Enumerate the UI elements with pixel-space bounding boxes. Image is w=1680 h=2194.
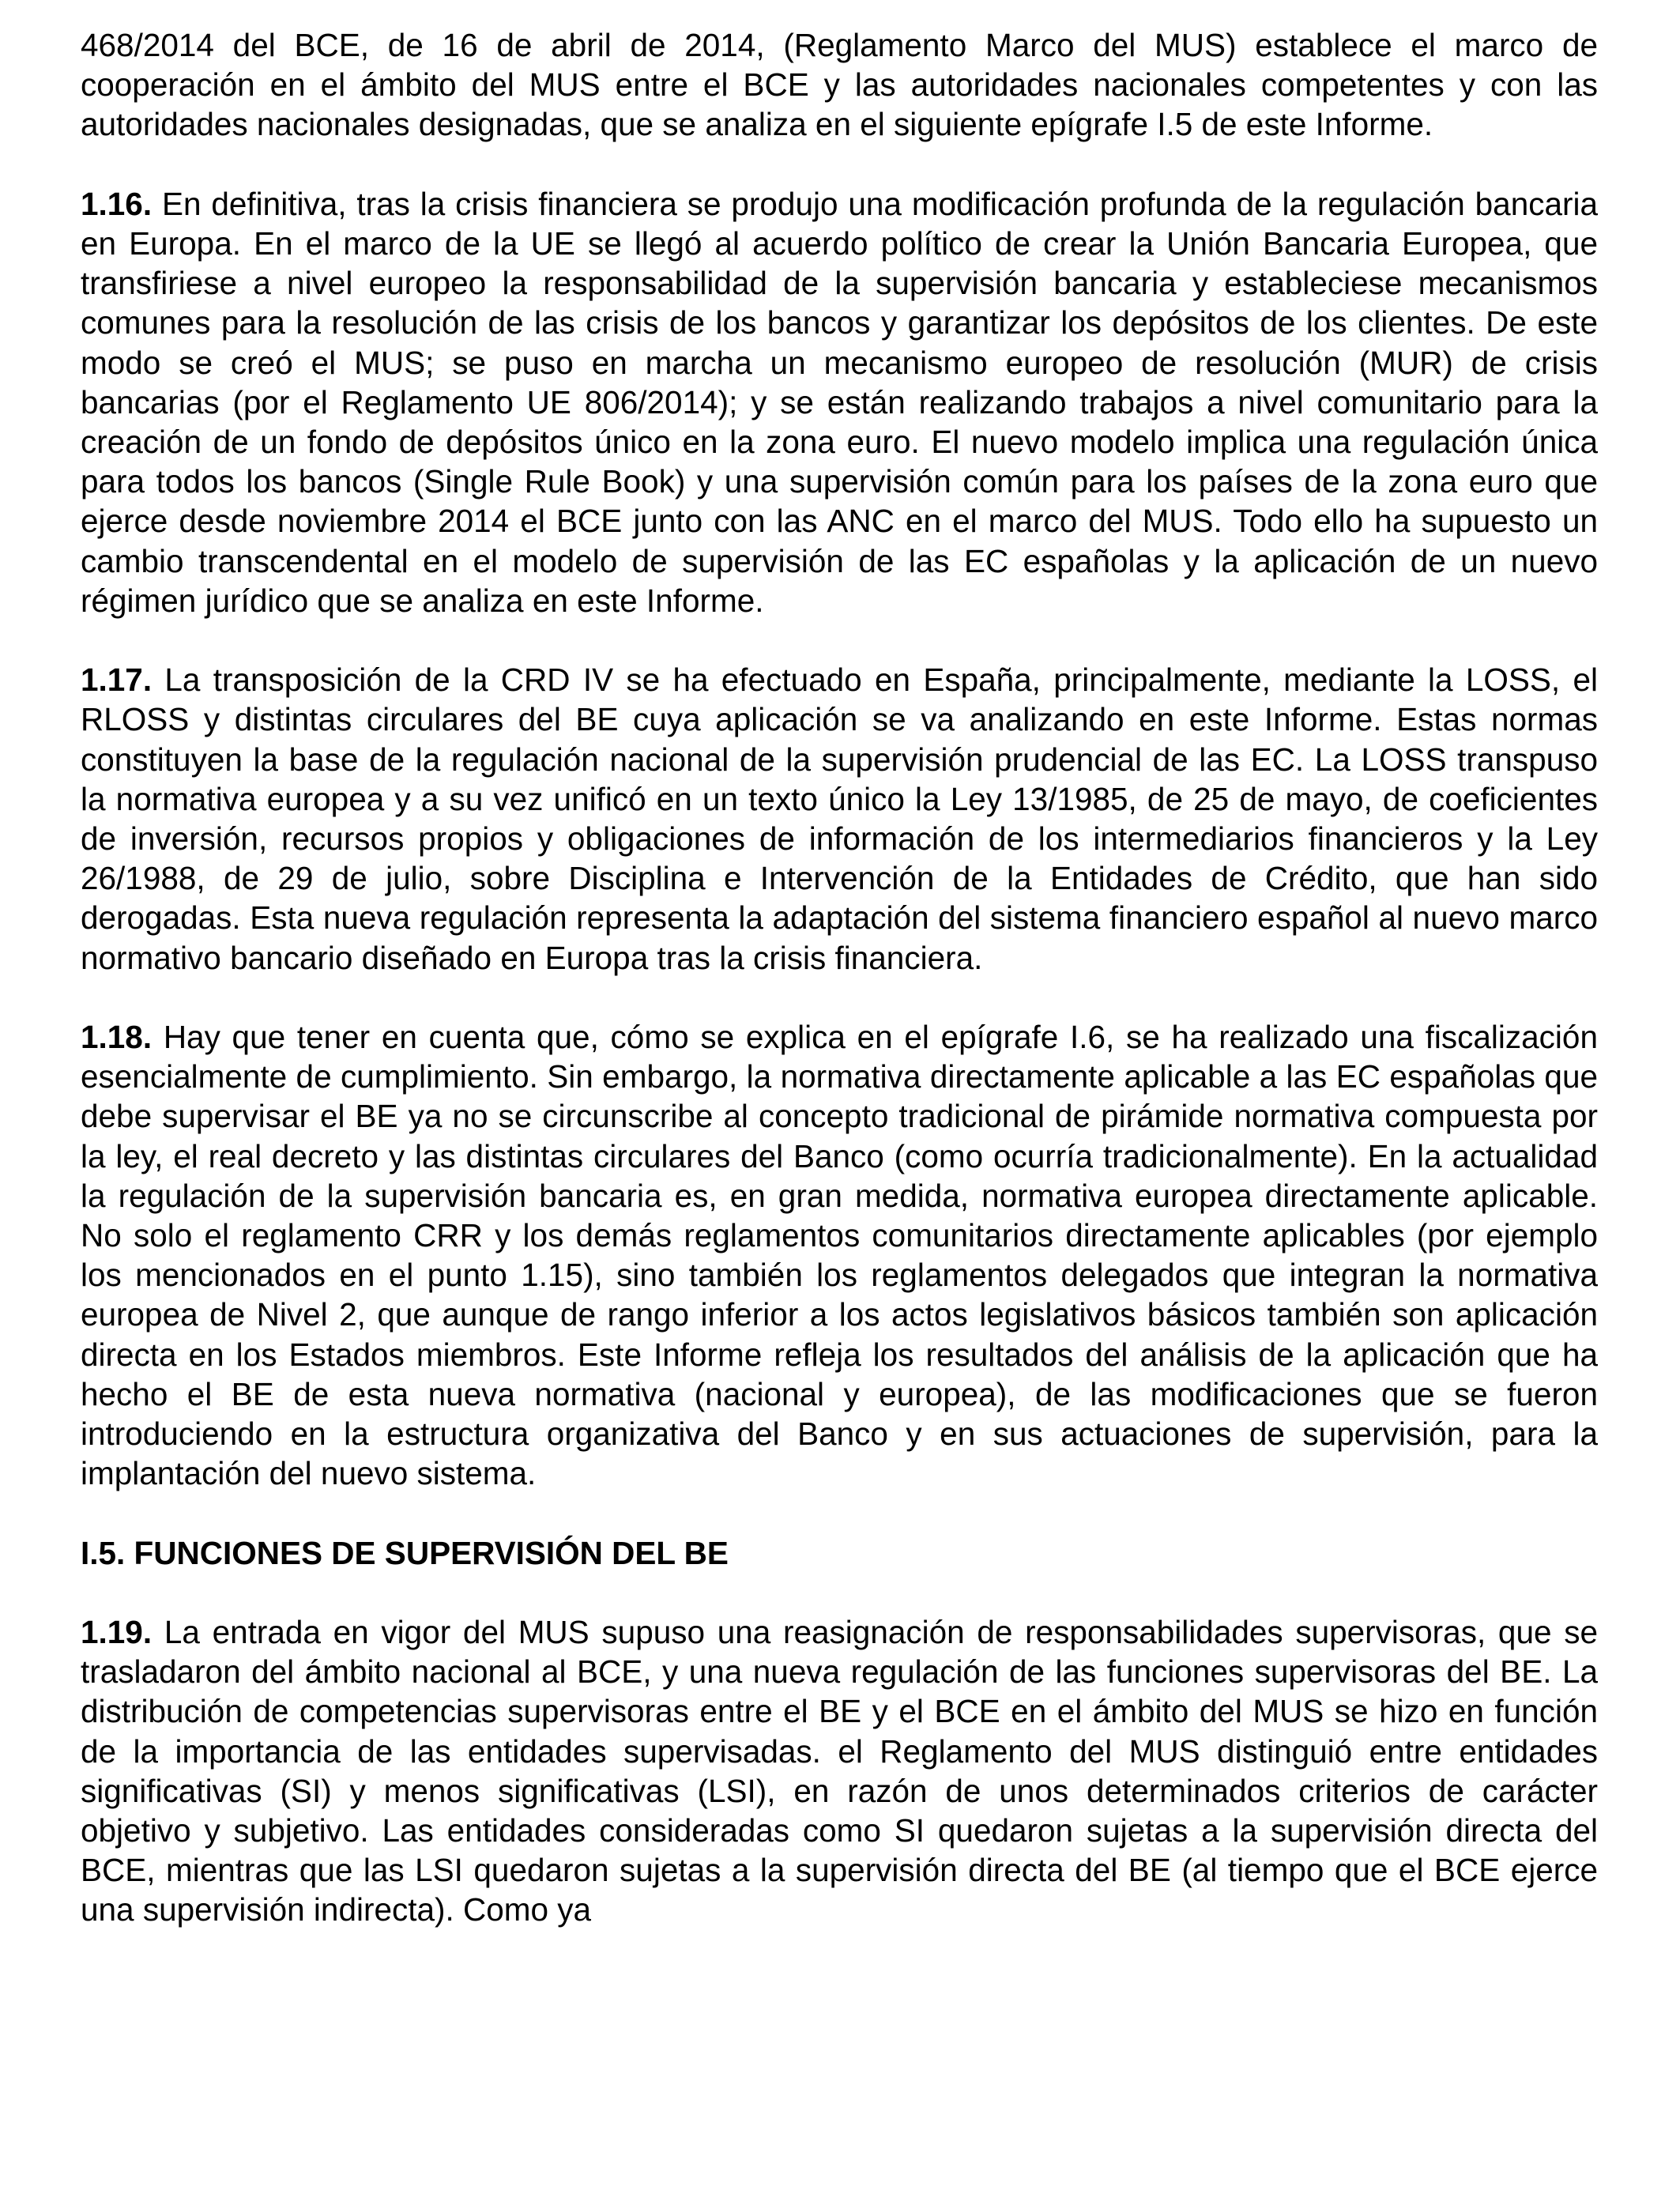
paragraph-1-19 [81,1612,1598,1930]
paragraph-number: 1.18. [81,1019,153,1056]
paragraph-intro [81,25,1598,145]
document-page [81,25,1598,1970]
paragraph-number: 1.16. [81,185,153,222]
paragraph-text: La transposición de la CRD IV se ha efectuado en España, principalmente, mediante la LOSS, el RLOSS y distintas circulares del BE cuya aplicación se va analizando en este Informe. Estas normas constituyen la base de la regulación nacional de la supervisión prudencial de las EC. La LOSS transpuso la normativa europea y a su vez unificó en un texto único la Ley 13/1985, de 25 de mayo, de coeficientes de inversión, recursos propios y obligaciones de información de los intermediarios financieros y la Ley 26/1988, de 29 de julio, sobre Disciplina e Intervención de la Entidades de Crédito, que han sido derogadas. Esta nueva regulación representa la adaptación del sistema financiero español al nuevo marco normativo bancario diseñado en Europa tras la crisis financiera. [81,662,1598,976]
paragraph-number: 1.17. [81,662,153,699]
paragraph-text: 468/2014 del BCE, de 16 de abril de 2014, (Reglamento Marco del MUS) establece el marco de cooperación en el ámbito del MUS entre el BCE y las autoridades nacionales competentes y con las autoridades nacionales designadas, que se analiza en el siguiente epígrafe I.5 de este Informe. [81,27,1598,143]
paragraph-1-18 [81,1017,1598,1493]
paragraph-text: Hay que tener en cuenta que, cómo se explica en el epígrafe I.6, se ha realizado una fiscalización esencialmente de cumplimiento. Sin embargo, la normativa directamente aplicable a las EC españolas que debe supervisar el BE ya no se circunscribe al concepto tradicional de pirámide normativa compuesta por la ley, el real decreto y las distintas circulares del Banco (como ocurría tradicionalmente). En la actualidad la regulación de la supervisión bancaria es, en gran medida, normativa europea directamente aplicable. No solo el reglamento CRR y los demás reglamentos comunitarios directamente aplicables (por ejemplo los mencionados en el punto 1.15), sino también los reglamentos delegados que integran la normativa europea de Nivel 2, que aunque de rango inferior a los actos legislativos básicos también son aplicación directa en los Estados miembros. Este Informe refleja los resultados del análisis de la aplicación que ha hecho el BE de esta nueva normativa (nacional y europea), de las modificaciones que se fueron introduciendo en la estructura organizativa del Banco y en sus actuaciones de supervisión, para la implantación del nuevo sistema. [81,1019,1598,1492]
paragraph-text: La entrada en vigor del MUS supuso una reasignación de responsabilidades supervisoras, que se trasladaron del ámbito nacional al BCE, y una nueva regulación de las funciones supervisoras del BE. La distribución de competencias supervisoras entre el BE y el BCE en el ámbito del MUS se hizo en función de la importancia de las entidades supervisadas. el Reglamento del MUS distinguió entre entidades significativas (SI) y menos significativas (LSI), en razón de unos determinados criterios de carácter objetivo y subjetivo. Las entidades consideradas como SI quedaron sujetas a la supervisión directa del BCE, mientras que las LSI quedaron sujetas a la supervisión directa del BE (al tiempo que el BCE ejerce una supervisión indirecta). Como ya [81,1614,1598,1928]
paragraph-1-17 [81,660,1598,978]
paragraph-text: En definitiva, tras la crisis financiera se produjo una modificación profunda de la regulación bancaria en Europa. En el marco de la UE se llegó al acuerdo político de crear la Unión Bancaria Europea, que transfiriese a nivel europeo la responsabilidad de la supervisión bancaria y estableciese mecanismos comunes para la resolución de las crisis de los bancos y garantizar los depósitos de los clientes. De este modo se creó el MUS; se puso en marcha un mecanismo europeo de resolución (MUR) de crisis bancarias (por el Reglamento UE 806/2014); y se están realizando trabajos a nivel comunitario para la creación de un fondo de depósitos único en la zona euro. El nuevo modelo implica una regulación única para todos los bancos (Single Rule Book) y una supervisión común para los países de la zona euro que ejerce desde noviembre 2014 el BCE junto con las ANC en el marco del MUS. Todo ello ha supuesto un cambio transcendental en el modelo de supervisión de las EC españolas y la aplicación de un nuevo régimen jurídico que se analiza en este Informe. [81,185,1598,619]
paragraph-number: 1.19. [81,1614,153,1651]
section-heading-i5: I.5. FUNCIONES DE SUPERVISIÓN DEL BE [81,1534,729,1571]
paragraph-1-16 [81,184,1598,620]
